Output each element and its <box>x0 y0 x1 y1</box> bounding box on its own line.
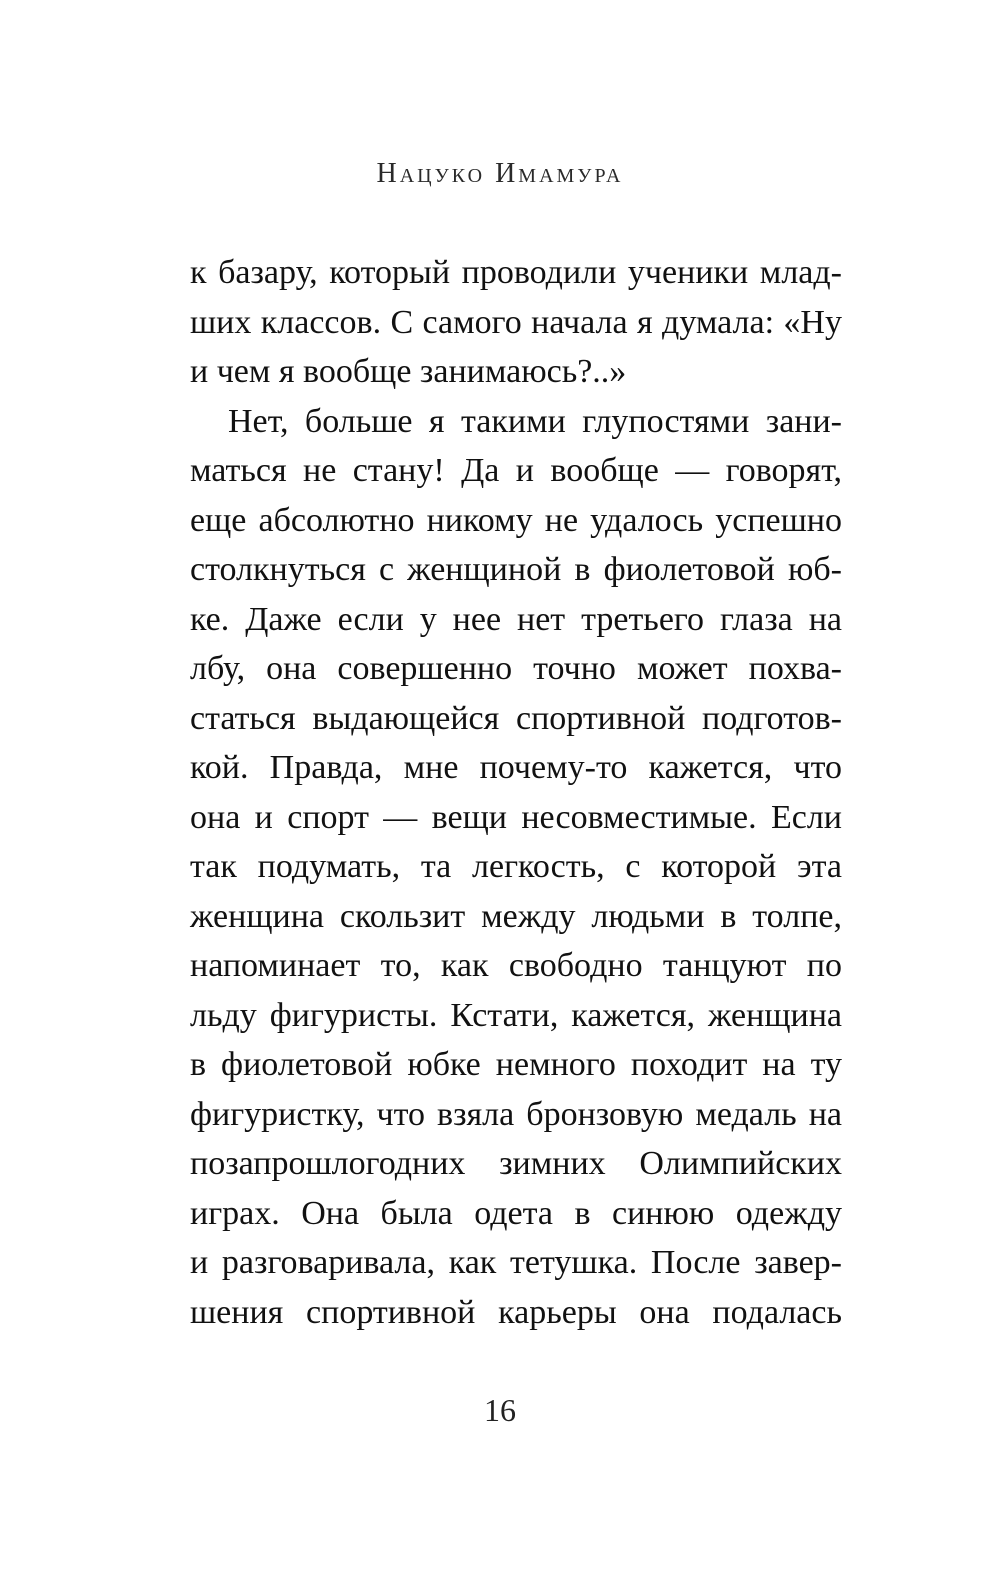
text-line: и разговаривала, как тетушка. После завер- <box>190 1244 842 1281</box>
text-line: так подумать, та легкость, с которой эта <box>190 848 842 885</box>
body-text <box>190 248 842 1337</box>
text-line: она и спорт — вещи несовместимые. Если <box>190 798 842 836</box>
text-line: позапрошлогодних зимних Олимпийских <box>190 1145 842 1182</box>
text-line: Нет, больше я такими глупостями зани- <box>228 402 842 440</box>
text-line: женщина скользит между людьми в толпе, <box>190 897 842 935</box>
running-header-author: Нацуко Имамура <box>376 158 624 189</box>
paragraph-1 <box>190 248 842 397</box>
text-line: фигуристку, что взяла бронзовую медаль на <box>190 1095 842 1133</box>
text-line: в фиолетовой юбке немного походит на ту <box>190 1046 842 1083</box>
text-line: играх. Она была одета в синюю одежду <box>190 1194 842 1232</box>
text-line: столкнуться с женщиной в фиолетовой юб- <box>190 551 842 588</box>
text-line: ке. Даже если у нее нет третьего глаза на <box>190 600 842 638</box>
text-line: еще абсолютно никому не удалось успешно <box>190 501 842 539</box>
text-line: статься выдающейся спортивной подготов- <box>190 699 842 737</box>
text-line: кой. Правда, мне почему-то кажется, что <box>190 749 842 786</box>
text-line: льду фигуристы. Кстати, кажется, женщина <box>190 996 842 1034</box>
text-line: лбу, она совершенно точно может похва- <box>190 650 842 687</box>
text-line: к базару, который проводили ученики млад- <box>190 254 842 291</box>
text-line: и чем я вообще занимаюсь?..» <box>190 353 627 390</box>
text-line: маться не стану! Да и вообще — говорят, <box>190 452 842 489</box>
text-line: шения спортивной карьеры она подалась <box>190 1293 842 1331</box>
page-number: 16 <box>484 1392 516 1428</box>
text-line: ших классов. С самого начала я думала: «Ну <box>190 303 842 341</box>
text-line: напоминает то, как свободно танцуют по <box>190 947 842 984</box>
paragraph-2 <box>190 397 842 1338</box>
